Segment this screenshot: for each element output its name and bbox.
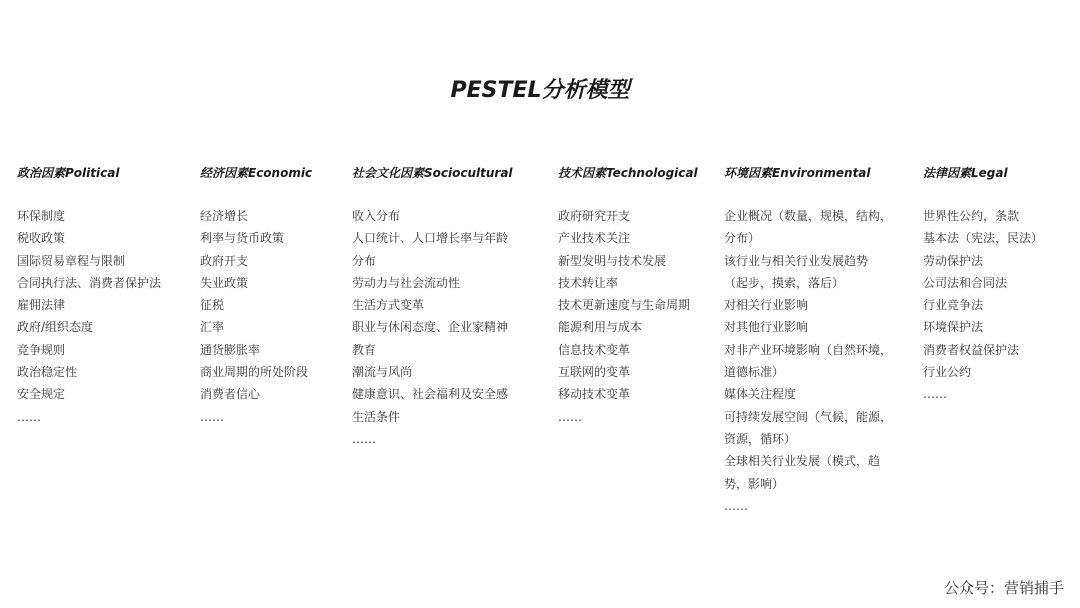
- list-item: 生活方式变革: [352, 298, 425, 313]
- list-item: 经济增长: [200, 209, 249, 223]
- factor-list: [352, 205, 513, 450]
- list-item: ……: [558, 409, 582, 424]
- list-item: 行业公约: [923, 365, 972, 380]
- list-item: 信息技术变革: [558, 342, 631, 357]
- list-item: 消费者权益保护法: [923, 342, 1020, 357]
- list-item: 对相关行业影响: [724, 298, 809, 313]
- column-header: 环境因素Environmental: [724, 166, 871, 180]
- list-item: 职业与休闲态度、企业家精神: [352, 320, 509, 335]
- list-item: 环保制度: [17, 209, 66, 223]
- list-item: 政治稳定性: [17, 365, 78, 380]
- list-item: 消费者信心: [200, 387, 261, 402]
- column-environmental: [724, 163, 892, 517]
- list-item: 环境保护法: [923, 320, 984, 335]
- list-item: 利率与货币政策: [200, 231, 285, 246]
- footer-watermark: 公众号：营销捕手: [943, 579, 1064, 597]
- column-header: 法律因素Legal: [923, 166, 1008, 180]
- list-item: 国际贸易章程与限制: [17, 253, 126, 268]
- list-item: 商业周期的所处阶段: [200, 365, 309, 380]
- list-item: 税收政策: [17, 231, 66, 246]
- list-item: 分布: [352, 253, 377, 268]
- list-item: 产业技术关注: [558, 231, 631, 246]
- column-political: [17, 163, 161, 428]
- list-item: ……: [200, 409, 224, 424]
- list-item: 企业概况（数量，规模，结构，: [724, 209, 893, 223]
- list-item: 生活条件: [352, 409, 401, 424]
- column-header: 政治因素Political: [17, 166, 120, 180]
- column-technological: [558, 163, 698, 428]
- list-item: 政府研究开支: [558, 209, 631, 223]
- list-item: 势，影响）: [724, 476, 785, 491]
- column-header: 社会文化因素Sociocultural: [352, 166, 513, 180]
- column-economic: [200, 163, 312, 428]
- column-sociocultural: [352, 163, 513, 450]
- list-item: （起步，摸索，落后）: [724, 275, 845, 290]
- list-item: 可持续发展空间（气候，能源，: [724, 409, 893, 424]
- list-item: 教育: [352, 342, 377, 357]
- factor-list: [17, 205, 161, 428]
- list-item: 技术更新速度与生命周期: [558, 298, 691, 313]
- list-item: 收入分布: [352, 209, 401, 223]
- list-item: ……: [923, 387, 947, 402]
- factor-list: [200, 205, 312, 428]
- list-item: 雇佣法律: [17, 298, 66, 313]
- list-item: 公司法和合同法: [923, 275, 1008, 290]
- list-item: 媒体关注程度: [724, 387, 797, 402]
- list-item: 健康意识、社会福利及安全感: [352, 387, 509, 402]
- list-item: 潮流与风尚: [352, 365, 413, 380]
- list-item: 道德标准）: [724, 365, 785, 380]
- factor-list: [558, 205, 698, 428]
- list-item: 通货膨胀率: [200, 342, 261, 357]
- list-item: ……: [724, 498, 748, 513]
- list-item: 汇率: [200, 320, 225, 335]
- list-item: 能源利用与成本: [558, 320, 643, 335]
- column-header: 技术因素Technological: [558, 166, 698, 180]
- list-item: 政府开支: [200, 253, 249, 268]
- list-item: 互联网的变革: [558, 365, 631, 380]
- list-item: 安全规定: [17, 387, 66, 402]
- list-item: 技术转让率: [558, 275, 619, 290]
- column-header: 经济因素Economic: [200, 166, 313, 180]
- list-item: 劳动力与社会流动性: [352, 275, 461, 290]
- list-item: 基本法（宪法，民法）: [923, 231, 1044, 246]
- list-item: 资源，循环）: [724, 431, 797, 446]
- factor-list: [923, 205, 1043, 406]
- list-item: 世界性公约，条款: [923, 209, 1020, 223]
- list-item: 行业竞争法: [923, 298, 984, 313]
- column-legal: [923, 163, 1043, 406]
- list-item: 人口统计、人口增长率与年龄: [352, 231, 509, 246]
- list-item: 竞争规则: [17, 342, 66, 357]
- list-item: ……: [17, 409, 41, 424]
- list-item: 全球相关行业发展（模式，趋: [724, 454, 881, 469]
- list-item: 移动技术变革: [558, 387, 631, 402]
- list-item: 政府/组织态度: [17, 320, 94, 335]
- list-item: 合同执行法、消费者保护法: [17, 275, 162, 290]
- list-item: 对非产业环境影响（自然环境，: [724, 342, 893, 357]
- list-item: 分布）: [724, 231, 761, 246]
- factor-list: [724, 205, 892, 517]
- list-item: 新型发明与技术发展: [558, 253, 667, 268]
- list-item: 失业政策: [200, 275, 249, 290]
- list-item: 该行业与相关行业发展趋势: [724, 253, 869, 268]
- list-item: 劳动保护法: [923, 253, 984, 268]
- list-item: 对其他行业影响: [724, 320, 809, 335]
- list-item: 征税: [200, 298, 225, 313]
- page-title: PESTEL分析模型: [450, 78, 630, 103]
- list-item: ……: [352, 431, 376, 446]
